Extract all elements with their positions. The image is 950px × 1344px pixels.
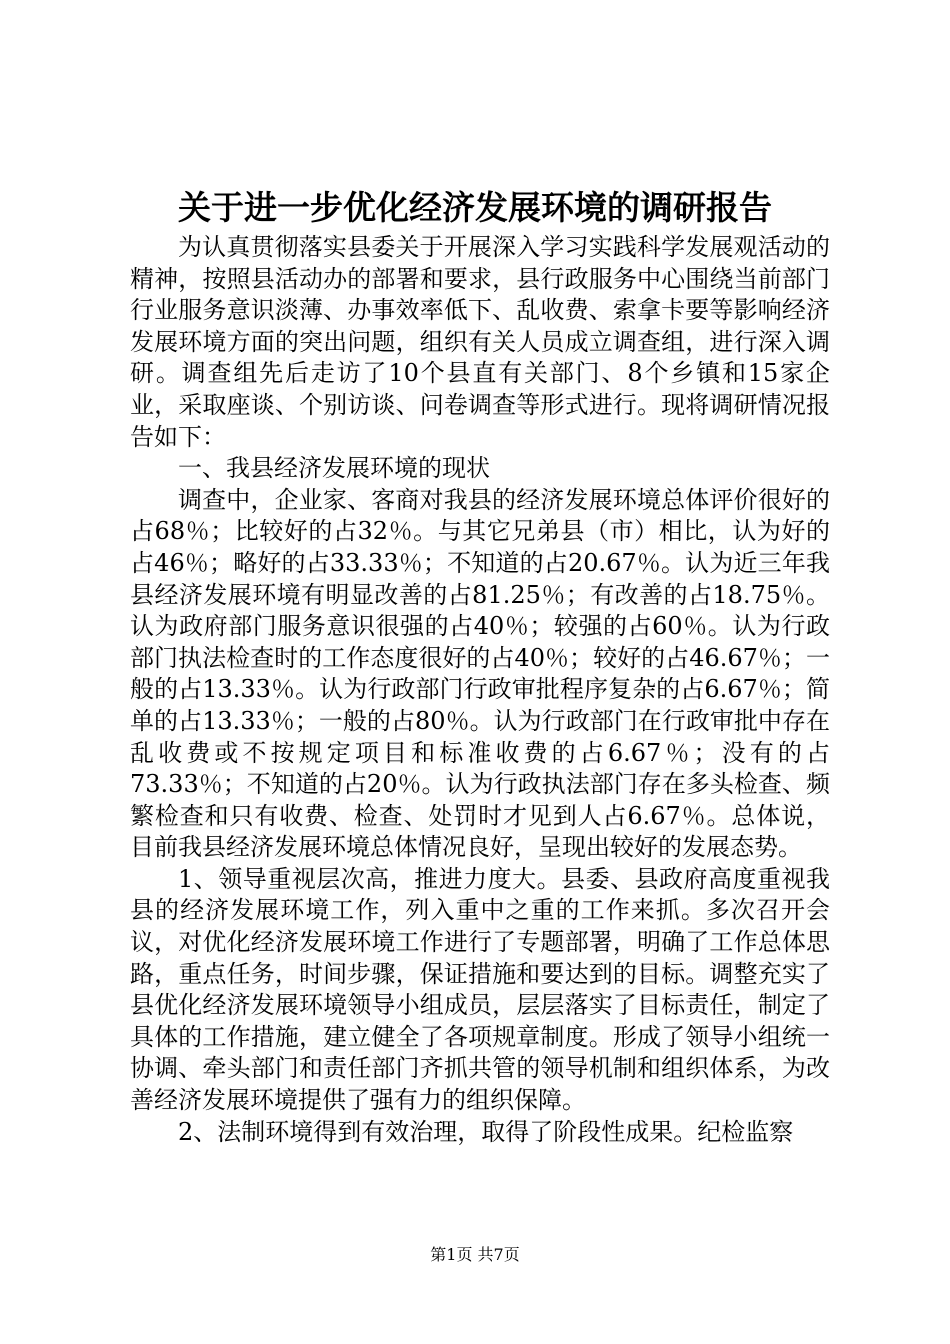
document-body (130, 232, 830, 1148)
page-footer: 第1页 共7页 (430, 1245, 520, 1264)
document-title: 关于进一步优化经济发展环境的调研报告 (178, 188, 772, 227)
paragraph-intro: 为认真贯彻落实县委关于开展深入学习实践科学发展观活动的精神，按照县活动办的部署和要求，县行政服务中心围绕当前部门行业服务意识淡薄、办事效率低下、乱收费、索拿卡要等影响经济发展环境方面的突出问题，组织有关人员成立调查组，进行深入调研。调查组先后走访了10个县直有关部门、8个乡镇和15家企业，采取座谈、个别访谈、问卷调查等形式进行。现将调研情况报告如下： (130, 233, 830, 451)
paragraph-point-1: 1、领导重视层次高，推进力度大。县委、县政府高度重视我县的经济发展环境工作，列入重中之重的工作来抓。多次召开会议，对优化经济发展环境工作进行了专题部署，明确了工作总体思路，重点任务，时间步骤，保证措施和要达到的目标。调整充实了县优化经济发展环境领导小组成员，层层落实了目标责任，制定了具体的工作措施，建立健全了各项规章制度。形成了领导小组统一协调、牵头部门和责任部门齐抓共管的领导机制和组织体系，为改善经济发展环境提供了强有力的组织保障。 (130, 864, 830, 1115)
paragraph-survey: 调查中，企业家、客商对我县的经济发展环境总体评价很好的占68％；比较好的占32％。与其它兄弟县（市）相比，认为好的占46％；略好的占33.33％；不知道的占20.67％。认为近三年我县经济发展环境有明显改善的占81.25％；有改善的占18.75％。认为政府部门服务意识很强的占40％；较强的占60％。认为行政部门执法检查时的工作态度很好的占40％；较好的占46.67％；一般的占13.33％。认为行政部门行政审批程序复杂的占6.67％；简单的占13.33％；一般的占80％。认为行政部门在行政审批中存在乱收费或不按规定项目和标准收费的占6.67％；没有的占73.33％；不知道的占20％。认为行政执法部门存在多头检查、频繁检查和只有收费、检查、处罚时才见到人占6.67％。总体说，目前我县经济发展环境总体情况良好，呈现出较好的发展态势。 (130, 485, 830, 862)
paragraph-point-2: 2、法制环境得到有效治理，取得了阶段性成果。纪检监察 (178, 1117, 794, 1146)
section-heading: 一、我县经济发展环境的现状 (178, 454, 490, 483)
